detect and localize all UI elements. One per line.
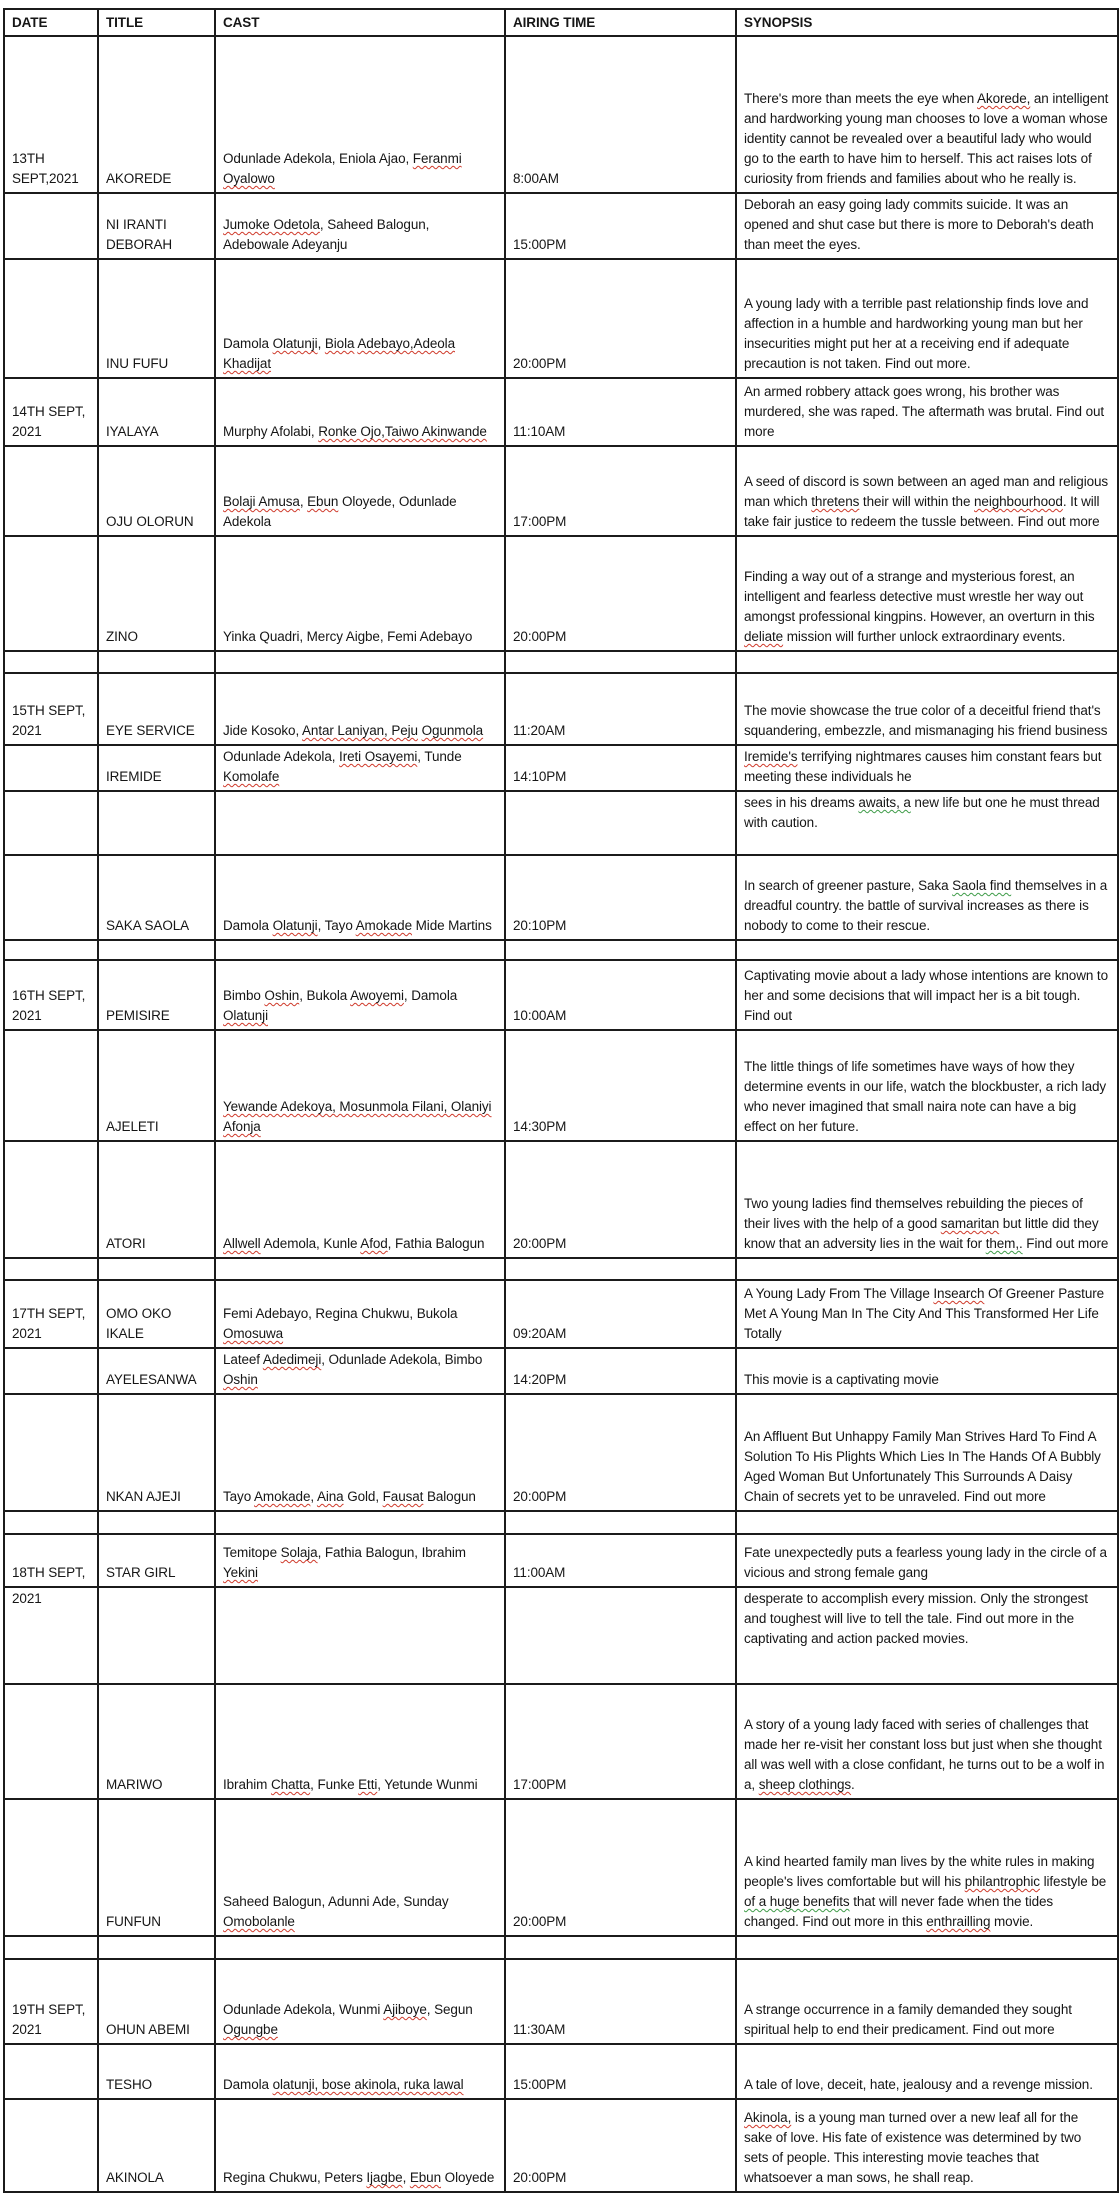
table-row (4, 1280, 1118, 1348)
time-cell: 20:00PM (505, 536, 736, 651)
table-row (4, 1030, 1118, 1141)
cast-cell: Regina Chukwu, Peters Ijagbe, Ebun Oloyede (215, 2099, 505, 2192)
synopsis-cell (736, 1511, 1118, 1534)
cast-cell: Damola olatunji, bose akinola, ruka lawal (215, 2044, 505, 2099)
date-cell (4, 193, 98, 259)
table-row (4, 259, 1118, 378)
date-cell: 17TH SEPT, 2021 (4, 1280, 98, 1348)
title-cell: NI IRANTI DEBORAH (98, 193, 215, 259)
date-cell (4, 446, 98, 536)
header-airing-time: AIRING TIME (505, 9, 736, 36)
time-cell (505, 1587, 736, 1684)
cast-cell (215, 1587, 505, 1684)
cast-cell: Jumoke Odetola, Saheed Balogun, Adebowale Adeyanju (215, 193, 505, 259)
title-cell: STAR GIRL (98, 1534, 215, 1587)
table-row (4, 536, 1118, 651)
synopsis-cell: A tale of love, deceit, hate, jealousy and a revenge mission. (736, 2044, 1118, 2099)
time-cell: 14:10PM (505, 745, 736, 791)
table-row (4, 791, 1118, 855)
time-cell: 17:00PM (505, 1684, 736, 1799)
cast-cell: Ibrahim Chatta, Funke Etti, Yetunde Wunmi (215, 1684, 505, 1799)
date-cell (4, 791, 98, 855)
title-cell: ATORI (98, 1141, 215, 1258)
time-cell: 20:00PM (505, 1141, 736, 1258)
table-row (4, 2099, 1118, 2192)
synopsis-cell: Akinola, is a young man turned over a new leaf all for the sake of love. His fate of existence was determined by two sets of people. This interesting movie teaches that whatsoever a man sows, he shall reap. (736, 2099, 1118, 2192)
title-cell: PEMISIRE (98, 960, 215, 1030)
title-cell: NKAN AJEJI (98, 1394, 215, 1511)
time-cell (505, 1258, 736, 1280)
title-cell: IYALAYA (98, 378, 215, 446)
time-cell (505, 1936, 736, 1959)
header-synopsis: SYNOPSIS (736, 9, 1118, 36)
synopsis-cell: Captivating movie about a lady whose intentions are known to her and some decisions that will impact her is a bit tough. Find out (736, 960, 1118, 1030)
cast-cell (215, 1936, 505, 1959)
table-row (4, 1684, 1118, 1799)
synopsis-cell: There's more than meets the eye when Akorede, an intelligent and hardworking young man chooses to love a woman whose identity cannot be revealed over a beautiful lady who would go to the earth to have him to herself. This act raises lots of curiosity from friends and families about who he really is. (736, 36, 1118, 193)
schedule-table (3, 8, 1119, 2193)
time-cell: 11:10AM (505, 378, 736, 446)
time-cell: 15:00PM (505, 193, 736, 259)
synopsis-cell: Fate unexpectedly puts a fearless young lady in the circle of a vicious and strong female gang (736, 1534, 1118, 1587)
time-cell (505, 651, 736, 673)
time-cell: 10:00AM (505, 960, 736, 1030)
date-cell (4, 1348, 98, 1394)
table-row (4, 673, 1118, 745)
title-cell: AKOREDE (98, 36, 215, 193)
cast-cell: Saheed Balogun, Adunni Ade, Sunday Omobolanle (215, 1799, 505, 1936)
title-cell (98, 1587, 215, 1684)
synopsis-cell: desperate to accomplish every mission. Only the strongest and toughest will live to tell the tale. Find out more in the captivating and action packed movies. (736, 1587, 1118, 1684)
time-cell: 15:00PM (505, 2044, 736, 2099)
date-cell (4, 745, 98, 791)
synopsis-cell (736, 1936, 1118, 1959)
cast-cell: Yewande Adekoya, Mosunmola Filani, Olaniyi Afonja (215, 1030, 505, 1141)
table-row (4, 1348, 1118, 1394)
title-cell (98, 791, 215, 855)
date-cell: 13TH SEPT,2021 (4, 36, 98, 193)
synopsis-cell: The little things of life sometimes have ways of how they determine events in our life, watch the blockbuster, a rich lady who never imagined that small naira note can have a big effect on her future. (736, 1030, 1118, 1141)
time-cell: 09:20AM (505, 1280, 736, 1348)
table-row (4, 855, 1118, 940)
synopsis-cell: A kind hearted family man lives by the white rules in making people's lives comfortable but will his philantrophic lifestyle be of a huge benefits that will never fade when the tides changed. Find out more in this enthrailling movie. (736, 1799, 1118, 1936)
title-cell: MARIWO (98, 1684, 215, 1799)
synopsis-cell: Deborah an easy going lady commits suicide. It was an opened and shut case but there is more to Deborah's death than meet the eyes. (736, 193, 1118, 259)
spacer-row (4, 1936, 1118, 1959)
date-cell (4, 1258, 98, 1280)
title-cell: AYELESANWA (98, 1348, 215, 1394)
time-cell: 8:00AM (505, 36, 736, 193)
date-cell: 14TH SEPT, 2021 (4, 378, 98, 446)
time-cell: 20:10PM (505, 855, 736, 940)
date-cell (4, 651, 98, 673)
title-cell: ZINO (98, 536, 215, 651)
date-cell (4, 536, 98, 651)
spacer-row (4, 1258, 1118, 1280)
table-row (4, 960, 1118, 1030)
title-cell: OMO OKO IKALE (98, 1280, 215, 1348)
time-cell: 20:00PM (505, 1799, 736, 1936)
synopsis-cell: In search of greener pasture, Saka Saola find themselves in a dreadful country. the battle of survival increases as there is nobody to come to their rescue. (736, 855, 1118, 940)
date-cell (4, 1511, 98, 1534)
date-cell (4, 1799, 98, 1936)
date-cell (4, 2099, 98, 2192)
date-cell (4, 2044, 98, 2099)
table-row (4, 1587, 1118, 1684)
cast-cell: Yinka Quadri, Mercy Aigbe, Femi Adebayo (215, 536, 505, 651)
time-cell: 20:00PM (505, 1394, 736, 1511)
title-cell: TESHO (98, 2044, 215, 2099)
cast-cell: Murphy Afolabi, Ronke Ojo,Taiwo Akinwande (215, 378, 505, 446)
synopsis-cell (736, 940, 1118, 960)
synopsis-cell: The movie showcase the true color of a deceitful friend that's squandering, embezzle, and mismanaging his friend business (736, 673, 1118, 745)
table-row (4, 1959, 1118, 2044)
title-cell (98, 940, 215, 960)
cast-cell: Odunlade Adekola, Wunmi Ajiboye, Segun Ogungbe (215, 1959, 505, 2044)
cast-cell: Odunlade Adekola, Ireti Osayemi, Tunde Komolafe (215, 745, 505, 791)
date-cell (4, 1030, 98, 1141)
time-cell (505, 940, 736, 960)
spacer-row (4, 940, 1118, 960)
time-cell: 11:20AM (505, 673, 736, 745)
title-cell: AJELETI (98, 1030, 215, 1141)
title-cell: AKINOLA (98, 2099, 215, 2192)
synopsis-cell: A seed of discord is sown between an aged man and religious man which thretens their will within the neighbourhood. It will take fair justice to redeem the tussle between. Find out more (736, 446, 1118, 536)
title-cell: FUNFUN (98, 1799, 215, 1936)
cast-cell (215, 940, 505, 960)
cast-cell: Allwell Ademola, Kunle Afod, Fathia Balogun (215, 1141, 505, 1258)
date-cell (4, 1936, 98, 1959)
title-cell (98, 1511, 215, 1534)
cast-cell (215, 1511, 505, 1534)
title-cell: EYE SERVICE (98, 673, 215, 745)
table-row (4, 1799, 1118, 1936)
time-cell: 11:00AM (505, 1534, 736, 1587)
date-cell (4, 259, 98, 378)
synopsis-cell: Two young ladies find themselves rebuilding the pieces of their lives with the help of a good samaritan but little did they know that an adversity lies in the wait for them,. Find out more (736, 1141, 1118, 1258)
header-title: TITLE (98, 9, 215, 36)
cast-cell: Bolaji Amusa, Ebun Oloyede, Odunlade Adekola (215, 446, 505, 536)
synopsis-cell: This movie is a captivating movie (736, 1348, 1118, 1394)
synopsis-cell (736, 1258, 1118, 1280)
time-cell: 11:30AM (505, 1959, 736, 2044)
time-cell: 20:00PM (505, 2099, 736, 2192)
table-row (4, 36, 1118, 193)
synopsis-cell: An Affluent But Unhappy Family Man Strives Hard To Find A Solution To His Plights Which Lies In The Hands Of A Bubbly Aged Woman But Unfortunately This Surrounds A Daisy Chain of secrets yet to be unraveled. Find out more (736, 1394, 1118, 1511)
time-cell (505, 1511, 736, 1534)
cast-cell: Temitope Solaja, Fathia Balogun, Ibrahim Yekini (215, 1534, 505, 1587)
time-cell (505, 791, 736, 855)
synopsis-cell: A strange occurrence in a family demanded they sought spiritual help to end their predicament. Find out more (736, 1959, 1118, 2044)
synopsis-cell: A story of a young lady faced with series of challenges that made her re-visit her constant loss but just when she thought all was well with a close confidant, he turns out to be a wolf in a, sheep clothings. (736, 1684, 1118, 1799)
time-cell: 20:00PM (505, 259, 736, 378)
cast-cell: Damola Olatunji, Tayo Amokade Mide Martins (215, 855, 505, 940)
title-cell: SAKA SAOLA (98, 855, 215, 940)
date-cell: 15TH SEPT, 2021 (4, 673, 98, 745)
table-row (4, 193, 1118, 259)
table-row (4, 1534, 1118, 1587)
date-cell (4, 1684, 98, 1799)
date-cell (4, 855, 98, 940)
synopsis-cell: sees in his dreams awaits, a new life but one he must thread with caution. (736, 791, 1118, 855)
schedule-table-body (4, 36, 1118, 2192)
spacer-row (4, 651, 1118, 673)
title-cell: OJU OLORUN (98, 446, 215, 536)
table-row (4, 745, 1118, 791)
date-cell: 19TH SEPT, 2021 (4, 1959, 98, 2044)
time-cell: 14:20PM (505, 1348, 736, 1394)
header-date: DATE (4, 9, 98, 36)
synopsis-cell: A young lady with a terrible past relationship finds love and affection in a humble and hardworking young man but her insecurities might put her at a receiving end if adequate precaution is not taken. Find out more. (736, 259, 1118, 378)
synopsis-cell: Iremide's terrifying nightmares causes him constant fears but meeting these individuals he (736, 745, 1118, 791)
synopsis-cell: An armed robbery attack goes wrong, his brother was murdered, she was raped. The aftermath was brutal. Find out more (736, 378, 1118, 446)
date-cell: 18TH SEPT, (4, 1534, 98, 1587)
cast-cell: Tayo Amokade, Aina Gold, Fausat Balogun (215, 1394, 505, 1511)
cast-cell (215, 791, 505, 855)
table-row (4, 378, 1118, 446)
table-row (4, 2044, 1118, 2099)
title-cell: IREMIDE (98, 745, 215, 791)
cast-cell (215, 651, 505, 673)
title-cell (98, 1258, 215, 1280)
table-row (4, 1394, 1118, 1511)
synopsis-cell: Finding a way out of a strange and mysterious forest, an intelligent and fearless detective must wrestle her way out amongst professional kingpins. However, an overturn in this deliate mission will further unlock extraordinary events. (736, 536, 1118, 651)
date-cell: 2021 (4, 1587, 98, 1684)
date-cell (4, 940, 98, 960)
cast-cell: Lateef Adedimeji, Odunlade Adekola, Bimbo Oshin (215, 1348, 505, 1394)
table-row (4, 1141, 1118, 1258)
date-cell: 16TH SEPT, 2021 (4, 960, 98, 1030)
cast-cell (215, 1258, 505, 1280)
synopsis-cell (736, 651, 1118, 673)
title-cell (98, 1936, 215, 1959)
cast-cell: Odunlade Adekola, Eniola Ajao, Feranmi Oyalowo (215, 36, 505, 193)
table-row (4, 446, 1118, 536)
title-cell: OHUN ABEMI (98, 1959, 215, 2044)
time-cell: 14:30PM (505, 1030, 736, 1141)
cast-cell: Femi Adebayo, Regina Chukwu, Bukola Omosuwa (215, 1280, 505, 1348)
header-cast: CAST (215, 9, 505, 36)
date-cell (4, 1141, 98, 1258)
cast-cell: Damola Olatunji, Biola Adebayo,Adeola Khadijat (215, 259, 505, 378)
title-cell (98, 651, 215, 673)
header-row (4, 9, 1118, 36)
synopsis-cell: A Young Lady From The Village Insearch Of Greener Pasture Met A Young Man In The City And This Transformed Her Life Totally (736, 1280, 1118, 1348)
spacer-row (4, 1511, 1118, 1534)
date-cell (4, 1394, 98, 1511)
cast-cell: Bimbo Oshin, Bukola Awoyemi, Damola Olatunji (215, 960, 505, 1030)
time-cell: 17:00PM (505, 446, 736, 536)
title-cell: INU FUFU (98, 259, 215, 378)
cast-cell: Jide Kosoko, Antar Laniyan, Peju Ogunmola (215, 673, 505, 745)
